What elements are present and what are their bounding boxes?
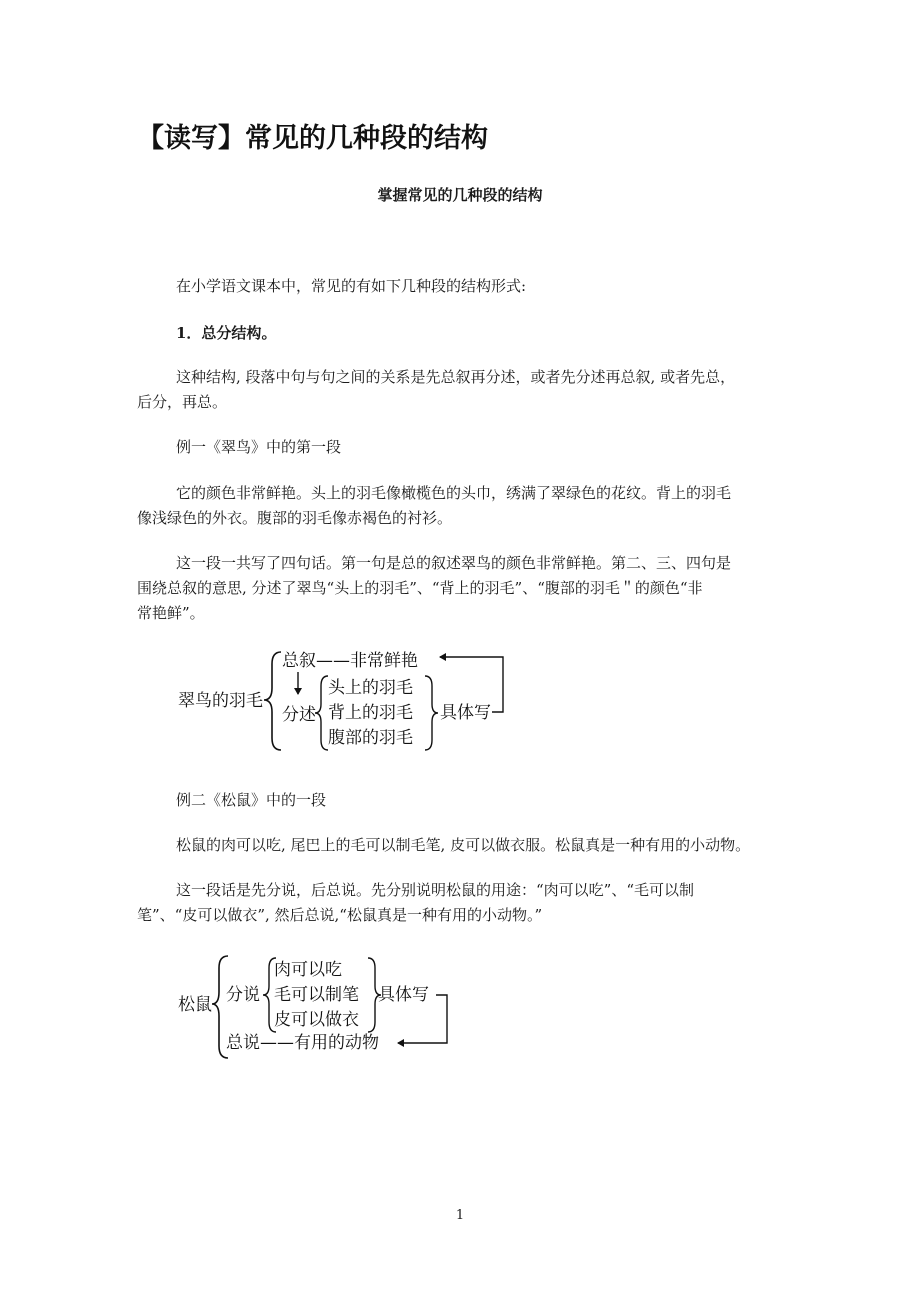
diagram2-item-3: 皮可以做衣 (274, 1010, 359, 1030)
section-desc-line-1: 这种结构, 段落中句与句之间的关系是先总叙再分述，或者先分述再总叙, 或者先总， (176, 368, 736, 386)
example2-text: 松鼠的肉可以吃, 尾巴上的毛可以制毛笔, 皮可以做衣服。松鼠真是一种有用的小动物。 (176, 836, 751, 854)
example1-analysis-line-1: 这一段一共写了四句话。第一句是总的叙述翠鸟的颜色非常鲜艳。第二、三、四句是 (176, 554, 732, 572)
page-subtitle: 掌握常见的几种段的结构 (377, 186, 543, 204)
page-title: 【读写】常见的几种段的结构 (137, 123, 488, 154)
page-number: 1 (455, 1208, 465, 1223)
diagram1-root: 翠鸟的羽毛 (178, 691, 263, 711)
diagram2-summary: 总说——有用的动物 (226, 1033, 379, 1053)
diagram2-item-2: 毛可以制笔 (274, 985, 359, 1005)
diagram2-split: 分说 (226, 985, 260, 1005)
example2-analysis-line-1: 这一段话是先分说，后总说。先分别说明松鼠的用途：“肉可以吃”、“毛可以制 (176, 881, 695, 899)
diagram1-detail: 具体写 (440, 703, 491, 723)
example1-analysis-line-2: 围绕总叙的意思, 分述了翠鸟“头上的羽毛”、“背上的羽毛”、“腹部的羽毛＂的颜色“非 (137, 579, 703, 597)
diagram1-summary: 总叙——非常鲜艳 (282, 651, 418, 671)
example1-text-line-1: 它的颜色非常鲜艳。头上的羽毛像橄榄色的头巾，绣满了翠绿色的花纹。背上的羽毛 (176, 484, 732, 502)
diagram1-item-3: 腹部的羽毛 (328, 728, 413, 748)
section-desc-line-2: 后分，再总。 (137, 393, 228, 411)
section-heading: 1．总分结构。 (176, 324, 277, 342)
diagram2-root: 松鼠 (178, 995, 212, 1015)
diagram1-split: 分述 (282, 705, 316, 725)
diagram1-item-1: 头上的羽毛 (328, 678, 413, 698)
example1-text-line-2: 像浅绿色的外衣。腹部的羽毛像赤褐色的衬衫。 (137, 509, 453, 527)
diagram1-item-2: 背上的羽毛 (328, 703, 413, 723)
intro-paragraph: 在小学语文课本中，常见的有如下几种段的结构形式: (176, 277, 527, 295)
diagram2-detail: 具体写 (378, 985, 429, 1005)
example1-analysis-line-3: 常艳鲜”。 (137, 604, 205, 622)
example2-label: 例二《松鼠》中的一段 (176, 791, 327, 809)
example1-label: 例一《翠鸟》中的第一段 (176, 438, 342, 456)
example2-analysis-line-2: 笔”、“皮可以做衣”, 然后总说,“松鼠真是一种有用的小动物。” (137, 906, 543, 924)
diagram2-item-1: 肉可以吃 (274, 960, 342, 980)
